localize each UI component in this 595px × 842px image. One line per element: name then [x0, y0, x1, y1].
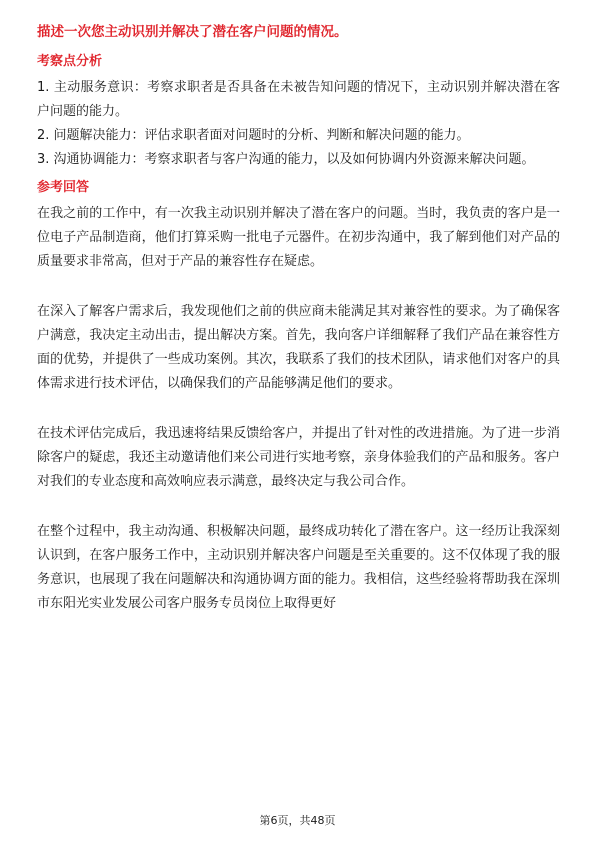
- answer-paragraph: 在整个过程中，我主动沟通、积极解决问题，最终成功转化了潜在客户。这一经历让我深刻认识到，在客户服务工作中，主动识别并解决客户问题是至关重要的。这不仅体现了我的服务意识，也展现了我在问题解决和沟通协调方面的能力。我相信，这些经验将帮助我在深圳市东阳光实业发展公司客户服务专员岗位上取得更好: [37, 524, 560, 611]
- answer-paragraph: 在深入了解客户需求后，我发现他们之前的供应商未能满足其对兼容性的要求。为了确保客户满意，我决定主动出击，提出解决方案。首先，我向客户详细解释了我们产品在兼容性方面的优势，并提供了一些成功案例。其次，我联系了我们的技术团队，请求他们对客户的具体需求进行技术评估，以确保我们的产品能够满足他们的要求。: [37, 304, 560, 391]
- answer-paragraph: 在我之前的工作中，有一次我主动识别并解决了潜在客户的问题。当时，我负责的客户是一位电子产品制造商，他们打算采购一批电子元器件。在初步沟通中，我了解到他们对产品的质量要求非常高，但对于产品的兼容性存在疑虑。: [37, 206, 560, 269]
- analysis-item: 3. 沟通协调能力：考察求职者与客户沟通的能力，以及如何协调内外资源来解决问题。: [37, 152, 535, 167]
- page-content: [37, 22, 560, 616]
- answer-title: 参考回答: [37, 180, 90, 195]
- answer-paragraph: 在技术评估完成后，我迅速将结果反馈给客户，并提出了针对性的改进措施。为了进一步消除客户的疑虑，我还主动邀请他们来公司进行实地考察，亲身体验我们的产品和服务。客户对我们的专业态度和高效响应表示满意，最终决定与我公司合作。: [37, 426, 560, 489]
- analysis-item: 2. 问题解决能力：评估求职者面对问题时的分析、判断和解决问题的能力。: [37, 128, 470, 143]
- page-number: 第6页，共48页: [259, 814, 336, 827]
- question-heading: 描述一次您主动识别并解决了潜在客户问题的情况。: [37, 24, 348, 40]
- analysis-title: 考察点分析: [37, 54, 103, 69]
- analysis-item: 1. 主动服务意识：考察求职者是否具备在未被告知问题的情况下，主动识别并解决潜在客户问题的能力。: [37, 80, 560, 119]
